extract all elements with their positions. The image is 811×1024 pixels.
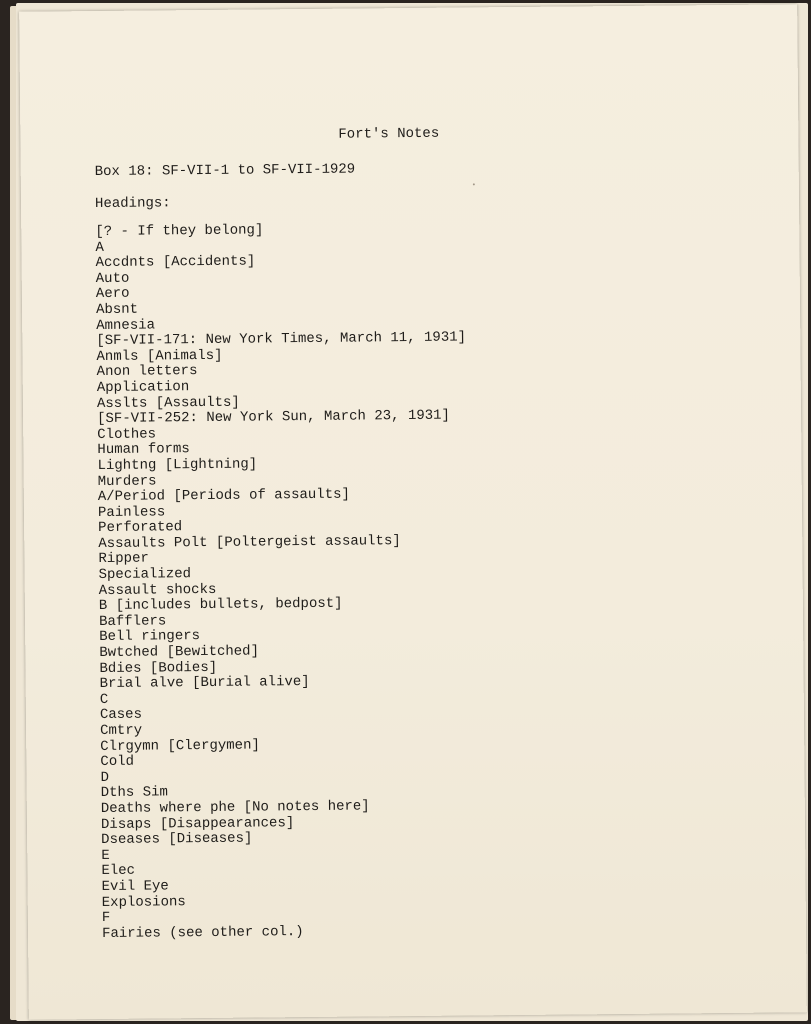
list-item: Fairies (see other col.) [101, 923, 304, 942]
list-item: Anon letters [96, 363, 198, 381]
list-item: Disaps [Disappearances] [100, 814, 295, 833]
headings-label: Headings: [94, 195, 171, 213]
list-item: [SF-VII-171: New York Times, March 11, 1931] [96, 329, 467, 350]
list-item: A/Period [Periods of assaults] [97, 486, 350, 506]
list-item: Brial alve [Burial alive] [99, 674, 310, 693]
list-item: Cases [99, 707, 143, 724]
headings-list [95, 221, 472, 942]
list-item: Aero [95, 286, 130, 303]
list-item: E [101, 847, 110, 864]
list-item: Clothes [97, 426, 157, 443]
list-item: Deaths where phe [No notes here] [100, 798, 370, 817]
list-item: Absnt [95, 301, 139, 319]
list-item: Elec [101, 863, 136, 880]
list-item: Assaults Polt [Poltergeist assaults] [98, 532, 401, 552]
list-item: Clrgymn [Clergymen] [100, 737, 260, 755]
list-item: Cold [100, 753, 135, 771]
list-item: A [95, 239, 104, 256]
list-item: Assault shocks [98, 581, 217, 599]
list-item: Auto [95, 270, 130, 287]
list-item: Perforated [98, 519, 183, 537]
list-item: Bwtched [Bewitched] [99, 643, 260, 662]
list-item: Ripper [98, 551, 149, 568]
list-item: D [100, 769, 110, 786]
list-item: C [99, 691, 109, 708]
list-item: Amnesia [96, 317, 156, 334]
document-title: Fort's Notes [338, 125, 440, 143]
list-item: Murders [97, 472, 157, 490]
list-item: Cmtry [100, 722, 143, 740]
list-item: Dseases [Diseases] [101, 830, 253, 849]
list-item: [SF-VII-252: New York Sun, March 23, 1931] [97, 407, 451, 428]
list-item: Specialized [98, 566, 192, 584]
list-item: F [101, 910, 111, 927]
list-item: Explosions [101, 893, 186, 911]
list-item: Accdnts [Accidents] [95, 253, 256, 272]
list-item: Asslts [Assaults] [96, 394, 240, 412]
list-item: B [includes bullets, bedpost] [98, 595, 343, 615]
list-item: Painless [97, 504, 166, 521]
list-item: Bafflers [98, 613, 167, 630]
list-item: Bell ringers [99, 628, 201, 646]
list-item: Evil Eye [101, 878, 169, 895]
paper-speck [473, 183, 475, 185]
box-range-line: Box 18: SF-VII-1 to SF-VII-1929 [94, 161, 356, 181]
list-item: Anmls [Animals] [96, 347, 223, 365]
document-page [19, 4, 807, 1019]
list-item: [? - If they belong] [95, 222, 264, 241]
list-item: Lightng [Lightning] [97, 456, 258, 474]
list-item: Human forms [97, 441, 190, 459]
list-item: Application [96, 379, 190, 396]
list-item: Bdies [Bodies] [99, 659, 218, 677]
list-item: Dths Sim [100, 784, 168, 802]
